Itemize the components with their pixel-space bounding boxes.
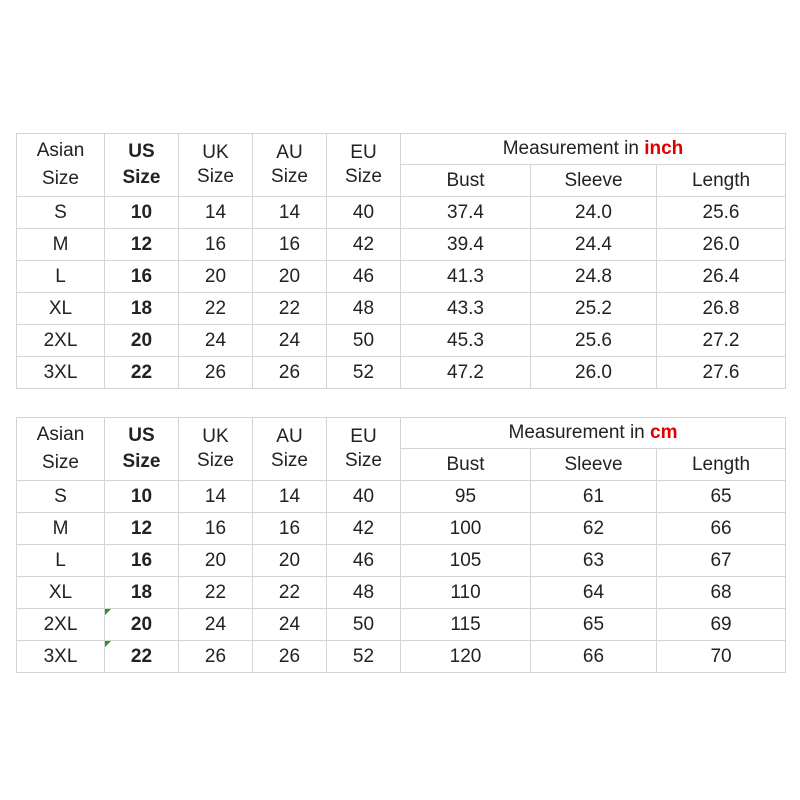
uk-size-cell: 22 [179, 293, 253, 325]
unit-label: cm [650, 422, 678, 443]
bust-cell: 95 [401, 481, 531, 513]
au-size-cell: 20 [253, 545, 327, 577]
table-row [17, 513, 786, 545]
au-size-cell: 26 [253, 641, 327, 673]
us-size-cell: 18 [105, 577, 179, 609]
sleeve-cell: 24.0 [531, 197, 657, 229]
au-size-cell: 26 [253, 357, 327, 389]
asian-size-cell: M [17, 229, 105, 261]
asian-size-cell: S [17, 481, 105, 513]
sleeve-cell: 62 [531, 513, 657, 545]
sleeve-cell: 24.4 [531, 229, 657, 261]
size-chart-inch-table [16, 133, 786, 389]
bust-cell: 37.4 [401, 197, 531, 229]
eu-size-cell: 52 [327, 641, 401, 673]
bust-cell: 47.2 [401, 357, 531, 389]
table-row [17, 357, 786, 389]
table-row [17, 545, 786, 577]
sleeve-cell: 26.0 [531, 357, 657, 389]
bust-header: Bust [401, 449, 531, 481]
measurement-header: Measurement in cm [401, 418, 786, 449]
asian-size-cell: L [17, 261, 105, 293]
eu-size-cell: 48 [327, 293, 401, 325]
eu-size-cell: 40 [327, 481, 401, 513]
sleeve-cell: 63 [531, 545, 657, 577]
header-row [17, 134, 786, 165]
asian-size-cell: S [17, 197, 105, 229]
asian-size-cell: XL [17, 293, 105, 325]
eu-size-cell: 46 [327, 545, 401, 577]
us-size-cell: 18 [105, 293, 179, 325]
length-cell: 68 [657, 577, 786, 609]
table-row [17, 481, 786, 513]
uk-size-cell: 24 [179, 609, 253, 641]
eu-size-cell: 42 [327, 513, 401, 545]
asian-size-cell: XL [17, 577, 105, 609]
length-cell: 26.0 [657, 229, 786, 261]
length-cell: 26.8 [657, 293, 786, 325]
sleeve-cell: 25.6 [531, 325, 657, 357]
header-row [17, 418, 786, 449]
au-size-cell: 24 [253, 325, 327, 357]
size-chart-cm-table [16, 417, 786, 673]
us-size-cell: 12 [105, 513, 179, 545]
bust-cell: 120 [401, 641, 531, 673]
measurement-header: Measurement in inch [401, 134, 786, 165]
table-row [17, 609, 786, 641]
uk-size-header: UK Size [179, 418, 253, 481]
asian-size-header: Asian Size [17, 418, 105, 481]
us-size-cell: 22 [105, 641, 179, 673]
length-cell: 67 [657, 545, 786, 577]
au-size-header: AU Size [253, 134, 327, 197]
eu-size-cell: 40 [327, 197, 401, 229]
us-size-cell: 12 [105, 229, 179, 261]
bust-cell: 100 [401, 513, 531, 545]
au-size-cell: 20 [253, 261, 327, 293]
uk-size-cell: 22 [179, 577, 253, 609]
table-row [17, 293, 786, 325]
us-size-header: US Size [105, 134, 179, 197]
asian-size-cell: L [17, 545, 105, 577]
eu-size-header: EU Size [327, 134, 401, 197]
table-row [17, 261, 786, 293]
bust-cell: 105 [401, 545, 531, 577]
sleeve-cell: 66 [531, 641, 657, 673]
table-row [17, 325, 786, 357]
bust-cell: 43.3 [401, 293, 531, 325]
sleeve-header: Sleeve [531, 449, 657, 481]
asian-size-header: Asian Size [17, 134, 105, 197]
uk-size-cell: 20 [179, 261, 253, 293]
uk-size-cell: 20 [179, 545, 253, 577]
bust-cell: 45.3 [401, 325, 531, 357]
bust-header: Bust [401, 165, 531, 197]
unit-label: inch [644, 138, 684, 159]
table-row [17, 229, 786, 261]
length-cell: 65 [657, 481, 786, 513]
au-size-cell: 22 [253, 577, 327, 609]
sleeve-cell: 65 [531, 609, 657, 641]
us-size-cell: 22 [105, 357, 179, 389]
asian-size-cell: 3XL [17, 641, 105, 673]
sleeve-header: Sleeve [531, 165, 657, 197]
length-header: Length [657, 449, 786, 481]
asian-size-cell: 2XL [17, 325, 105, 357]
length-cell: 25.6 [657, 197, 786, 229]
us-size-cell: 16 [105, 545, 179, 577]
bust-cell: 115 [401, 609, 531, 641]
uk-size-cell: 16 [179, 513, 253, 545]
length-cell: 26.4 [657, 261, 786, 293]
uk-size-cell: 24 [179, 325, 253, 357]
eu-size-header: EU Size [327, 418, 401, 481]
length-cell: 27.2 [657, 325, 786, 357]
us-size-cell: 16 [105, 261, 179, 293]
au-size-cell: 14 [253, 197, 327, 229]
eu-size-cell: 52 [327, 357, 401, 389]
us-size-cell: 20 [105, 609, 179, 641]
us-size-cell: 20 [105, 325, 179, 357]
au-size-cell: 16 [253, 513, 327, 545]
length-cell: 70 [657, 641, 786, 673]
au-size-cell: 16 [253, 229, 327, 261]
uk-size-cell: 14 [179, 481, 253, 513]
uk-size-cell: 26 [179, 641, 253, 673]
bust-cell: 41.3 [401, 261, 531, 293]
sleeve-cell: 61 [531, 481, 657, 513]
eu-size-cell: 50 [327, 609, 401, 641]
uk-size-cell: 26 [179, 357, 253, 389]
eu-size-cell: 46 [327, 261, 401, 293]
us-size-header: US Size [105, 418, 179, 481]
sleeve-cell: 64 [531, 577, 657, 609]
table-row [17, 197, 786, 229]
length-cell: 66 [657, 513, 786, 545]
eu-size-cell: 50 [327, 325, 401, 357]
bust-cell: 110 [401, 577, 531, 609]
us-size-cell: 10 [105, 481, 179, 513]
us-size-cell: 10 [105, 197, 179, 229]
au-size-cell: 22 [253, 293, 327, 325]
table-row [17, 577, 786, 609]
uk-size-cell: 16 [179, 229, 253, 261]
eu-size-cell: 42 [327, 229, 401, 261]
asian-size-cell: 3XL [17, 357, 105, 389]
bust-cell: 39.4 [401, 229, 531, 261]
uk-size-cell: 14 [179, 197, 253, 229]
au-size-header: AU Size [253, 418, 327, 481]
asian-size-cell: 2XL [17, 609, 105, 641]
sleeve-cell: 24.8 [531, 261, 657, 293]
length-cell: 69 [657, 609, 786, 641]
au-size-cell: 14 [253, 481, 327, 513]
length-cell: 27.6 [657, 357, 786, 389]
length-header: Length [657, 165, 786, 197]
uk-size-header: UK Size [179, 134, 253, 197]
eu-size-cell: 48 [327, 577, 401, 609]
asian-size-cell: M [17, 513, 105, 545]
table-row [17, 641, 786, 673]
sleeve-cell: 25.2 [531, 293, 657, 325]
au-size-cell: 24 [253, 609, 327, 641]
